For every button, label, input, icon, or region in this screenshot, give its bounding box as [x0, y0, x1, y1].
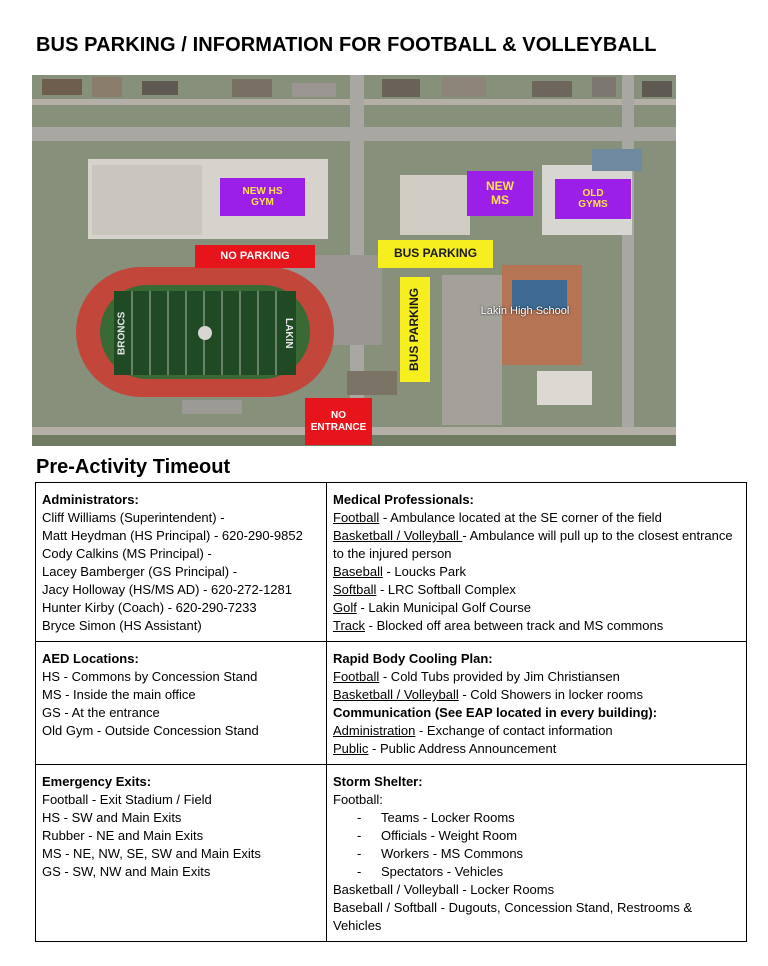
list-item: Baseball / Softball - Dugouts, Concession Stand, Restrooms & Vehicles [333, 900, 693, 933]
list-item [333, 599, 740, 617]
bus-parking-label: BUS PARKING [378, 240, 493, 268]
item-key: Softball [333, 582, 377, 597]
page-title: BUS PARKING / INFORMATION FOR FOOTBALL & VOLLEYBALL [36, 34, 657, 56]
item-text: - Public Address Announcement [368, 741, 557, 756]
sub-item-text: Spectators - Vehicles [381, 864, 504, 879]
field-endzone-left-label: BRONCS [116, 311, 128, 355]
list-item: Cody Calkins (MS Principal) - [42, 546, 212, 561]
list-item: GS - At the entrance [42, 705, 160, 720]
item-text: - Exchange of contact information [415, 723, 613, 738]
sub-item-text: Workers - MS Commons [381, 846, 524, 861]
table-row [36, 642, 747, 765]
item-key: Administration [333, 723, 416, 738]
administrators-cell [36, 483, 327, 642]
list-item [333, 563, 740, 581]
list-item: Hunter Kirby (Coach) - 620-290-7233 [42, 600, 257, 615]
new-ms-label: NEW MS [467, 171, 533, 216]
list-item [333, 617, 740, 635]
new-hs-gym-label: NEW HS GYM [220, 178, 305, 216]
school-name-label: Lakin High School [480, 304, 570, 317]
list-item [333, 686, 740, 704]
cell-heading: AED Locations: [42, 651, 139, 666]
sub-item-text: Teams - Locker Rooms [381, 810, 515, 825]
sub-list-item [333, 827, 740, 845]
no-entrance-label: NO ENTRANCE [305, 398, 372, 445]
list-item [333, 581, 740, 599]
section-title: Pre-Activity Timeout [36, 456, 231, 478]
list-item: Cliff Williams (Superintendent) - [42, 510, 225, 525]
list-item [333, 527, 740, 563]
dash-bullet: - [357, 864, 362, 879]
storm-cell [327, 765, 747, 942]
list-item: Football - Exit Stadium / Field [42, 792, 212, 807]
sub-list-item [333, 809, 740, 827]
list-item: Rubber - NE and Main Exits [42, 828, 204, 843]
exits-cell [36, 765, 327, 942]
list-item: HS - Commons by Concession Stand [42, 669, 258, 684]
item-key: Basketball / Volleyball [333, 687, 459, 702]
cell-heading: Storm Shelter: [333, 774, 423, 789]
list-item: Matt Heydman (HS Principal) - 620-290-9852 [42, 528, 303, 543]
list-item: GS - SW, NW and Main Exits [42, 864, 211, 879]
list-item: Basketball / Volleyball - Locker Rooms [333, 882, 555, 897]
list-item: MS - NE, NW, SE, SW and Main Exits [42, 846, 261, 861]
aed-cell [36, 642, 327, 765]
sub-list-item [333, 845, 740, 863]
list-item [333, 668, 740, 686]
cell-heading: Emergency Exits: [42, 774, 152, 789]
bus-parking-vertical-label: BUS PARKING [400, 277, 430, 382]
sub-list-item [333, 863, 740, 881]
item-key: Football [333, 669, 380, 684]
item-text: - Cold Showers in locker rooms [458, 687, 643, 702]
item-key: Public [333, 741, 369, 756]
cooling-cell [327, 642, 747, 765]
item-text: - Blocked off area between track and MS commons [365, 618, 664, 633]
list-item [333, 722, 740, 740]
dash-bullet: - [357, 846, 362, 861]
item-text: - Cold Tubs provided by Jim Christiansen [379, 669, 620, 684]
item-key: Football [333, 510, 380, 525]
item-key: Basketball / Volleyball [333, 528, 463, 543]
item-key: Track [333, 618, 366, 633]
no-parking-label: NO PARKING [195, 245, 315, 268]
old-gyms-label: OLD GYMS [555, 179, 631, 219]
dash-bullet: - [357, 828, 362, 843]
cell-heading: Rapid Body Cooling Plan: [333, 651, 493, 666]
field-endzone-right-label: LAKIN [282, 317, 294, 349]
medical-cell [327, 483, 747, 642]
aerial-map-drawing [32, 75, 676, 446]
list-item: Football: [333, 792, 383, 807]
aerial-map [32, 75, 676, 446]
item-text: - Ambulance will pull up to the closest entrance to the injured person [333, 528, 733, 561]
list-item [333, 740, 740, 758]
item-text: - LRC Softball Complex [376, 582, 516, 597]
item-text: - Ambulance located at the SE corner of the field [379, 510, 662, 525]
table-row [36, 765, 747, 942]
list-item: MS - Inside the main office [42, 687, 196, 702]
item-key: Golf [333, 600, 357, 615]
cell-heading: Medical Professionals: [333, 492, 474, 507]
list-item: Bryce Simon (HS Assistant) [42, 618, 202, 633]
list-item: Jacy Holloway (HS/MS AD) - 620-272-1281 [42, 582, 292, 597]
table-row [36, 483, 747, 642]
list-item: HS - SW and Main Exits [42, 810, 182, 825]
sub-item-text: Officials - Weight Room [381, 828, 518, 843]
cell-heading: Administrators: [42, 492, 139, 507]
item-key: Baseball [333, 564, 383, 579]
item-text: - Lakin Municipal Golf Course [356, 600, 531, 615]
list-item [333, 509, 740, 527]
dash-bullet: - [357, 810, 362, 825]
communication-heading: Communication (See EAP located in every building): [333, 705, 658, 720]
list-item: Lacey Bamberger (GS Principal) - [42, 564, 238, 579]
info-table [35, 482, 747, 942]
item-text: - Loucks Park [382, 564, 466, 579]
list-item: Old Gym - Outside Concession Stand [42, 723, 259, 738]
